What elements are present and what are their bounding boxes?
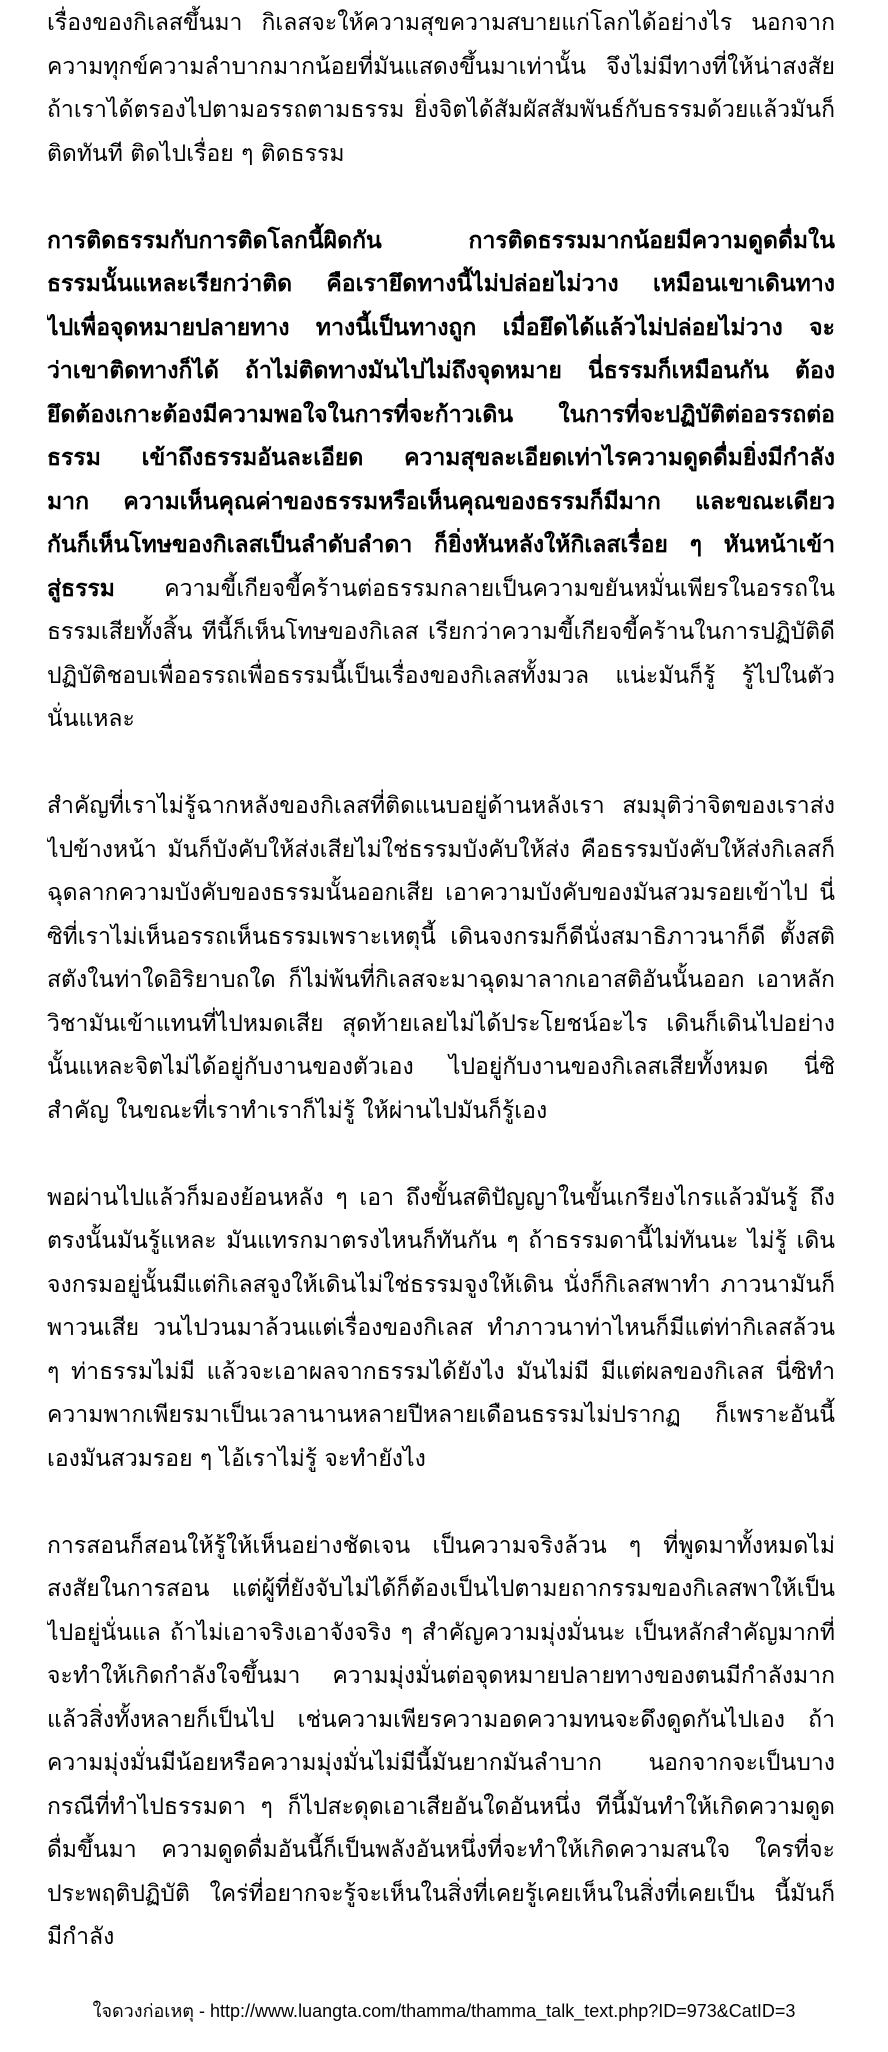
text-line: มีกำลัง (47, 1924, 115, 1950)
text-line: กรณีที่ทำไปธรรมดา ๆ ก็ไปสะดุดเอาเสียอันใดอันหนึ่ง ทีนี้มันทำให้เกิดความดูด (47, 1793, 835, 1820)
text-line: จะทำให้เกิดกำลังใจขึ้นมา ความมุ่งมั่นต่อจุดหมายปลายทางของตนมีกำลังมาก (47, 1663, 835, 1689)
paragraph (47, 2, 835, 176)
text-line: ความทุกข์ความลำบากมากน้อยที่มันแสดงขึ้นมาเท่านั้น จึงไม่มีทางที่ให้น่าสงสัย (47, 53, 835, 80)
text-line: ไปอยู่นั่นแล ถ้าไม่เอาจริงเอาจังจริง ๆ สำคัญความมุ่งมั่นนะ เป็นหลักสำคัญมากที่ (47, 1619, 835, 1646)
text-segment: ความขี้เกียจขี้คร้านต่อธรรมกลายเป็นความขยันหมั่นเพียรในอรรถใน (164, 575, 835, 602)
text-line: ฉุดลากความบังคับของธรรมนั้นออกเสีย เอาความบังคับของมันสวมรอยเข้าไป นี่ (47, 880, 835, 906)
text-line: ประพฤติปฏิบัติ ใคร่ที่อยากจะรู้จะเห็นในสิ่งที่เคยรู้เคยเห็นในสิ่งที่เคยเป็น นี้มันก็ (47, 1880, 835, 1907)
paragraph (47, 785, 835, 1133)
text-line: วิชามันเข้าแทนที่ไปหมดเสีย สุดท้ายเลยไม่ได้ประโยชน์อะไร เดินก็เดินไปอย่าง (47, 1010, 835, 1037)
footer-separator: - (199, 2001, 206, 2021)
text-line: ถ้าเราได้ตรองไปตามอรรถตามธรรม ยิ่งจิตได้สัมผัสสัมพันธ์กับธรรมด้วยแล้วมันก็ (47, 97, 835, 123)
text-line: ความพากเพียรมาเป็นเวลานานหลายปีหลายเดือนธรรมไม่ปรากฏ ก็เพราะอันนี้ (47, 1402, 835, 1428)
text-line: ติดทันที ติดไปเรื่อย ๆ ติดธรรม (47, 140, 345, 167)
text-line: เองมันสวมรอย ๆ ไอ้เราไม่รู้ จะทำยังไง (47, 1445, 426, 1472)
paragraph (47, 220, 835, 742)
source-url: http://www.luangta.com/thamma/thamma_talk_text.php?ID=973&CatID=3 (210, 2001, 796, 2021)
source-footer (0, 1996, 888, 2026)
text-line: นั่นแหละ (47, 706, 135, 732)
text-line: การสอนก็สอนให้รู้ให้เห็นอย่างชัดเจน เป็นความจริงล้วน ๆ ที่พูดมาทั้งหมดไม่ (47, 1532, 835, 1559)
bold-text-line: ยึดต้องเกาะต้องมีความพอใจในการที่จะก้าวเดิน ในการที่จะปฏิบัติต่ออรรถต่อ (47, 401, 835, 428)
source-title: ใจดวงก่อเหตุ (92, 2001, 194, 2021)
paragraph (47, 1525, 835, 1960)
bold-text: สู่ธรรม (47, 575, 115, 602)
paragraph (47, 1177, 835, 1482)
bold-text-line: ธรรมนั้นแหละเรียกว่าติด คือเรายึดทางนี้ไม่ปล่อยไม่วาง เหมือนเขาเดินทาง (47, 271, 835, 297)
text-line: แล้วสิ่งทั้งหลายก็เป็นไป เช่นความเพียรความอดความทนจะดึงดูดกันไปเอง ถ้า (47, 1706, 835, 1733)
text-line: สตังในท่าใดอิริยาบถใด ก็ไม่พ้นที่กิเลสจะมาฉุดมาลากเอาสติอันนั้นออก เอาหลัก (47, 967, 835, 993)
bold-text-line: การติดธรรมกับการติดโลกนี้ผิดกัน การติดธรรมมากน้อยมีความดูดดื่มใน (47, 227, 835, 254)
bold-text-line: ไปเพื่อจุดหมายปลายทาง ทางนี้เป็นทางถูก เมื่อยึดได้แล้วไม่ปล่อยไม่วาง จะ (47, 314, 835, 341)
mixed-text-line (47, 568, 835, 612)
text-line: สงสัยในการสอน แต่ผู้ที่ยังจับไม่ได้ก็ต้องเป็นไปตามยถากรรมของกิเลสพาให้เป็น (47, 1576, 835, 1602)
text-line: สำคัญ ในขณะที่เราทำเราก็ไม่รู้ ให้ผ่านไปมันก็รู้เอง (47, 1097, 548, 1124)
text-line: ซิที่เราไม่เห็นอรรถเห็นธรรมเพราะเหตุนี้ เดินจงกรมก็ดีนั่งสมาธิภาวนาก็ดี ตั้งสติ (47, 923, 835, 950)
text-line: ความมุ่งมั่นมีน้อยหรือความมุ่งมั่นไม่มีนี้มันยากมันลำบาก นอกจากจะเป็นบาง (47, 1750, 835, 1776)
bold-text-line: ธรรม เข้าถึงธรรมอันละเอียด ความสุขละเอียดเท่าไรความดูดดื่มยิ่งมีกำลัง (47, 445, 835, 471)
text-line: ๆ ท่าธรรมไม่มี แล้วจะเอาผลจากธรรมได้ยังไง มันไม่มี มีแต่ผลของกิเลส นี่ซิทำ (47, 1358, 835, 1385)
text-line: ธรรมเสียทั้งสิ้น ทีนี้ก็เห็นโทษของกิเลส เรียกว่าความขี้เกียจขี้คร้านในการปฏิบัติดี (47, 619, 835, 645)
text-line: นั้นแหละจิตไม่ได้อยู่กับงานของตัวเอง ไปอยู่กับงานของกิเลสเสียทั้งหมด นี่ซิ (47, 1054, 835, 1080)
text-line: ตรงนั้นมันรู้แหละ มันแทรกมาตรงไหนก็ทันกัน ๆ ถ้าธรรมดานี้ไม่ทันนะ ไม่รู้ เดิน (47, 1228, 835, 1254)
bold-text-line: กันก็เห็นโทษของกิเลสเป็นลำดับลำดา ก็ยิ่งหันหลังให้กิเลสเรื่อย ๆ หันหน้าเข้า (47, 532, 835, 558)
bold-text-line: มาก ความเห็นคุณค่าของธรรมหรือเห็นคุณของธรรมก็มีมาก และขณะเดียว (47, 488, 835, 515)
document-body (47, 2, 835, 1960)
text-line: ไปข้างหน้า มันก็บังคับให้ส่งเสียไม่ใช่ธรรมบังคับให้ส่ง คือธรรมบังคับให้ส่งกิเลสก็ (47, 836, 835, 863)
bold-text-line: ว่าเขาติดทางก็ได้ ถ้าไม่ติดทางมันไปไม่ถึงจุดหมาย นี่ธรรมก็เหมือนกัน ต้อง (47, 358, 835, 384)
text-line: ปฏิบัติชอบเพื่ออรรถเพื่อธรรมนี้เป็นเรื่องของกิเลสทั้งมวล แน่ะมันก็รู้ รู้ไปในตัว (47, 662, 835, 689)
text-line: ดื่มขึ้นมา ความดูดดื่มอันนี้ก็เป็นพลังอันหนึ่งที่จะทำให้เกิดความสนใจ ใครที่จะ (47, 1837, 835, 1863)
text-line: สำคัญที่เราไม่รู้ฉากหลังของกิเลสที่ติดแนบอยู่ด้านหลังเรา สมมุติว่าจิตของเราส่ง (47, 793, 835, 819)
text-line: พาวนเสีย วนไปวนมาล้วนแต่เรื่องของกิเลส ทำภาวนาท่าไหนก็มีแต่ท่ากิเลสล้วน (47, 1315, 835, 1341)
text-line: จงกรมอยู่นั้นมีแต่กิเลสจูงให้เดินไม่ใช่ธรรมจูงให้เดิน นั่งก็กิเลสพาทำ ภาวนามันก็ (47, 1271, 835, 1298)
text-line: พอผ่านไปแล้วก็มองย้อนหลัง ๆ เอา ถึงขั้นสติปัญญาในขั้นเกรียงไกรแล้วมันรู้ ถึง (47, 1184, 835, 1211)
text-line: เรื่องของกิเลสขึ้นมา กิเลสจะให้ความสุขความสบายแก่โลกได้อย่างไร นอกจาก (47, 10, 835, 36)
